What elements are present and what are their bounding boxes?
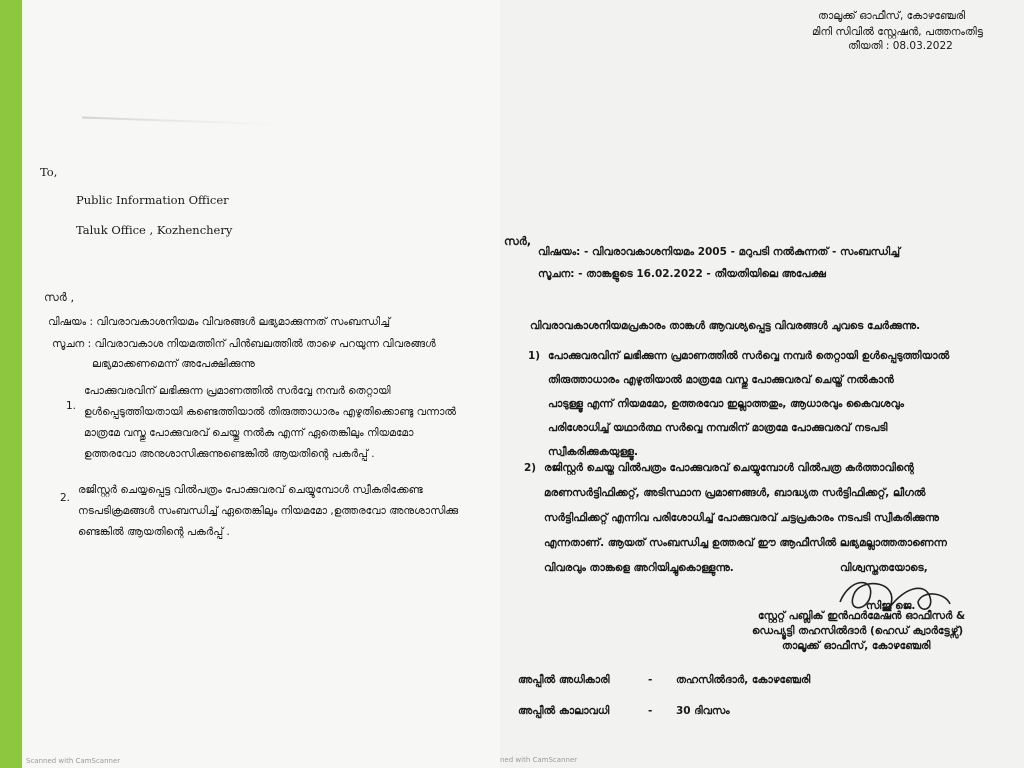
letter-date: തീയതി : 08.03.2022: [848, 40, 953, 52]
item-1-line-3: മാത്രമേ വസ്തു പോക്കുവരവ് ചെയ്തു നൽകു എന്ന് ഏതെങ്കിലും നിയമമോ: [84, 427, 414, 439]
appeal-period-value: 30 ദിവസം: [676, 705, 730, 717]
appeal-period-separator: -: [648, 705, 653, 717]
item-1-line-2: തിരുത്താധാരം എഴുതിയാൽ മാത്രമേ വസ്തു പോക്കുവരവ് ചെയ്ത് നൽകാൻ: [548, 374, 894, 386]
reference-line-1: സൂചന : വിവരാവകാശ നിയമത്തിന് പിൻബലത്തിൽ താഴെ പറയുന്ന വിവരങ്ങൾ: [52, 338, 436, 350]
item-2-line-1: രജിസ്റ്റർ ചെയ്യപ്പെട്ട വിൽപത്രം പോക്കുവരവ് ചെയ്യുമ്പോൾ സ്വീകരിക്കേണ്ട: [78, 484, 423, 496]
item-1-line-1: പോക്കുവരവിന് ലഭിക്കുന്ന പ്രമാണത്തിൽ സർവ്വേ നമ്പർ തെറ്റായി: [84, 385, 391, 397]
signatory-title-2: ഡെപ്യൂട്ടി തഹസിൽദാർ (ഹെഡ് ക്വാർട്ടേഴ്സ്): [752, 625, 964, 637]
addressee-line-1: Public Information Officer: [76, 193, 229, 207]
office-header-2: മിനി സിവിൽ സ്റ്റേഷൻ, പത്തനംതിട്ട: [812, 26, 983, 38]
reference-line: സൂചന: - താങ്കളുടെ 16.02.2022 - തീയതിയിലെ അപേക്ഷ: [538, 268, 826, 280]
item-2-line-5: വിവരവും താങ്കളെ അറിയിച്ചുകൊള്ളുന്നു.: [544, 562, 734, 574]
scan-artifact: [82, 117, 282, 126]
item-2-number: 2): [524, 462, 537, 474]
office-header-1: താലൂക്ക് ഓഫീസ്, കോഴഞ്ചേരി: [818, 10, 966, 22]
item-2-line-4: എന്നതാണ്. ആയത് സംബന്ധിച്ച ഉത്തരവ് ഈ ആഫീസിൽ ലഭ്യമല്ലാത്തതാണെന്ന: [544, 537, 947, 549]
request-letter-scan: [22, 0, 500, 768]
appeal-authority-label: അപ്പീൽ അധികാരി: [518, 674, 610, 686]
intro-line: വിവരാവകാശനിയമപ്രകാരം താങ്കൾ ആവശ്യപ്പെട്ട വിവരങ്ങൾ ചുവടെ ചേർക്കുന്നു.: [530, 320, 921, 332]
signatory-name: സിജു ജെ.: [866, 600, 916, 612]
item-1-number: 1.: [66, 400, 77, 412]
item-2-number: 2.: [60, 492, 71, 504]
to-label: To,: [40, 165, 58, 179]
scanner-watermark: ned with CamScanner: [500, 756, 578, 764]
item-1-line-1: പോക്കുവരവിന് ലഭിക്കുന്ന പ്രമാണത്തിൽ സർവ്വെ നമ്പർ തെറ്റായി ഉൾപ്പെടുത്തിയാൽ: [548, 350, 950, 362]
appeal-authority-separator: -: [648, 674, 653, 686]
salutation: സർ ,: [44, 290, 75, 304]
appeal-authority-value: തഹസിൽദാർ, കോഴഞ്ചേരി: [676, 674, 811, 686]
item-2-line-2: നടപടിക്രമങ്ങൾ സംബന്ധിച്ച് ഏതെങ്കിലും നിയമമോ ,ഉത്തരവോ അനുശാസിക്കു: [78, 505, 459, 517]
item-1-line-2: ഉൾപ്പെടുത്തിയതായി കണ്ടെത്തിയാൽ തിരുത്താധാരം എഴുതിക്കൊണ്ടു വന്നാൽ: [84, 406, 457, 418]
signatory-title-1: സ്റ്റേറ്റ് പബ്ലിക് ഇൻഫർമേഷൻ ഓഫീസർ &: [758, 610, 966, 622]
item-1-line-5: സ്വീകരിക്കുകയുള്ളൂ.: [548, 446, 638, 458]
item-2-line-2: മരണസർട്ടിഫിക്കറ്റ്, അടിസ്ഥാന പ്രമാണങ്ങൾ, ബാദ്ധ്യത സർട്ടിഫിക്കറ്റ്, ലീഗൽ: [544, 487, 926, 499]
appeal-period-label: അപ്പീൽ കാലാവധി: [518, 705, 610, 717]
subject-line: വിഷയം: - വിവരാവകാശനിയമം 2005 - മറുപടി നൽകുന്നത് - സംബന്ധിച്ച്: [538, 246, 901, 258]
signatory-title-3: താലൂക്ക് ഓഫീസ്, കോഴഞ്ചേരി: [782, 640, 931, 652]
addressee-line-2: Taluk Office , Kozhenchery: [76, 223, 233, 237]
item-2-line-1: രജിസ്റ്റർ ചെയ്ത വിൽപത്രം പോക്കുവരവ് ചെയ്യുമ്പോൾ വിൽപത്ര കർത്താവിന്റെ: [544, 462, 914, 474]
item-1-line-4: ഉത്തരവോ അനുശാസിക്കുന്നുണ്ടെങ്കിൽ ആയതിന്റെ പകർപ്പ് .: [84, 448, 375, 460]
item-1-line-4: പരിശോധിച്ച് യഥാർത്ഥ സർവ്വെ നമ്പരിന് മാത്രമേ പോക്കുവരവ് നടപടി: [548, 422, 888, 434]
closing: വിശ്വസ്തതയോടെ,: [840, 562, 928, 574]
slide-accent-bar: [0, 0, 22, 768]
item-2-line-3: ണ്ടെങ്കിൽ ആയതിന്റെ പകർപ്പ് .: [78, 526, 230, 538]
item-1-line-3: പാടുള്ളൂ എന്ന് നിയമമോ, ഉത്തരവോ ഇല്ലാത്തതും, ആധാരവും കൈവശവും: [548, 398, 905, 410]
reply-letter-scan: [500, 0, 1024, 768]
scanner-watermark: Scanned with CamScanner: [26, 757, 121, 765]
subject-line: വിഷയം : വിവരാവകാശനിയമം വിവരങ്ങൾ ലഭ്യമാക്കുന്നത് സംബന്ധിച്ച്: [48, 316, 391, 328]
item-2-line-3: സർട്ടിഫിക്കറ്റ് എന്നിവ പരിശോധിച്ച് പോക്കുവരവ് ചട്ടപ്രകാരം നടപടി സ്വീകരിക്കുന്നു: [544, 512, 939, 524]
item-1-number: 1): [528, 350, 541, 362]
salutation: സർ,: [504, 234, 532, 248]
reference-line-2: ലഭ്യമാക്കണമെന്ന് അപേക്ഷിക്കുന്നു: [92, 358, 255, 370]
